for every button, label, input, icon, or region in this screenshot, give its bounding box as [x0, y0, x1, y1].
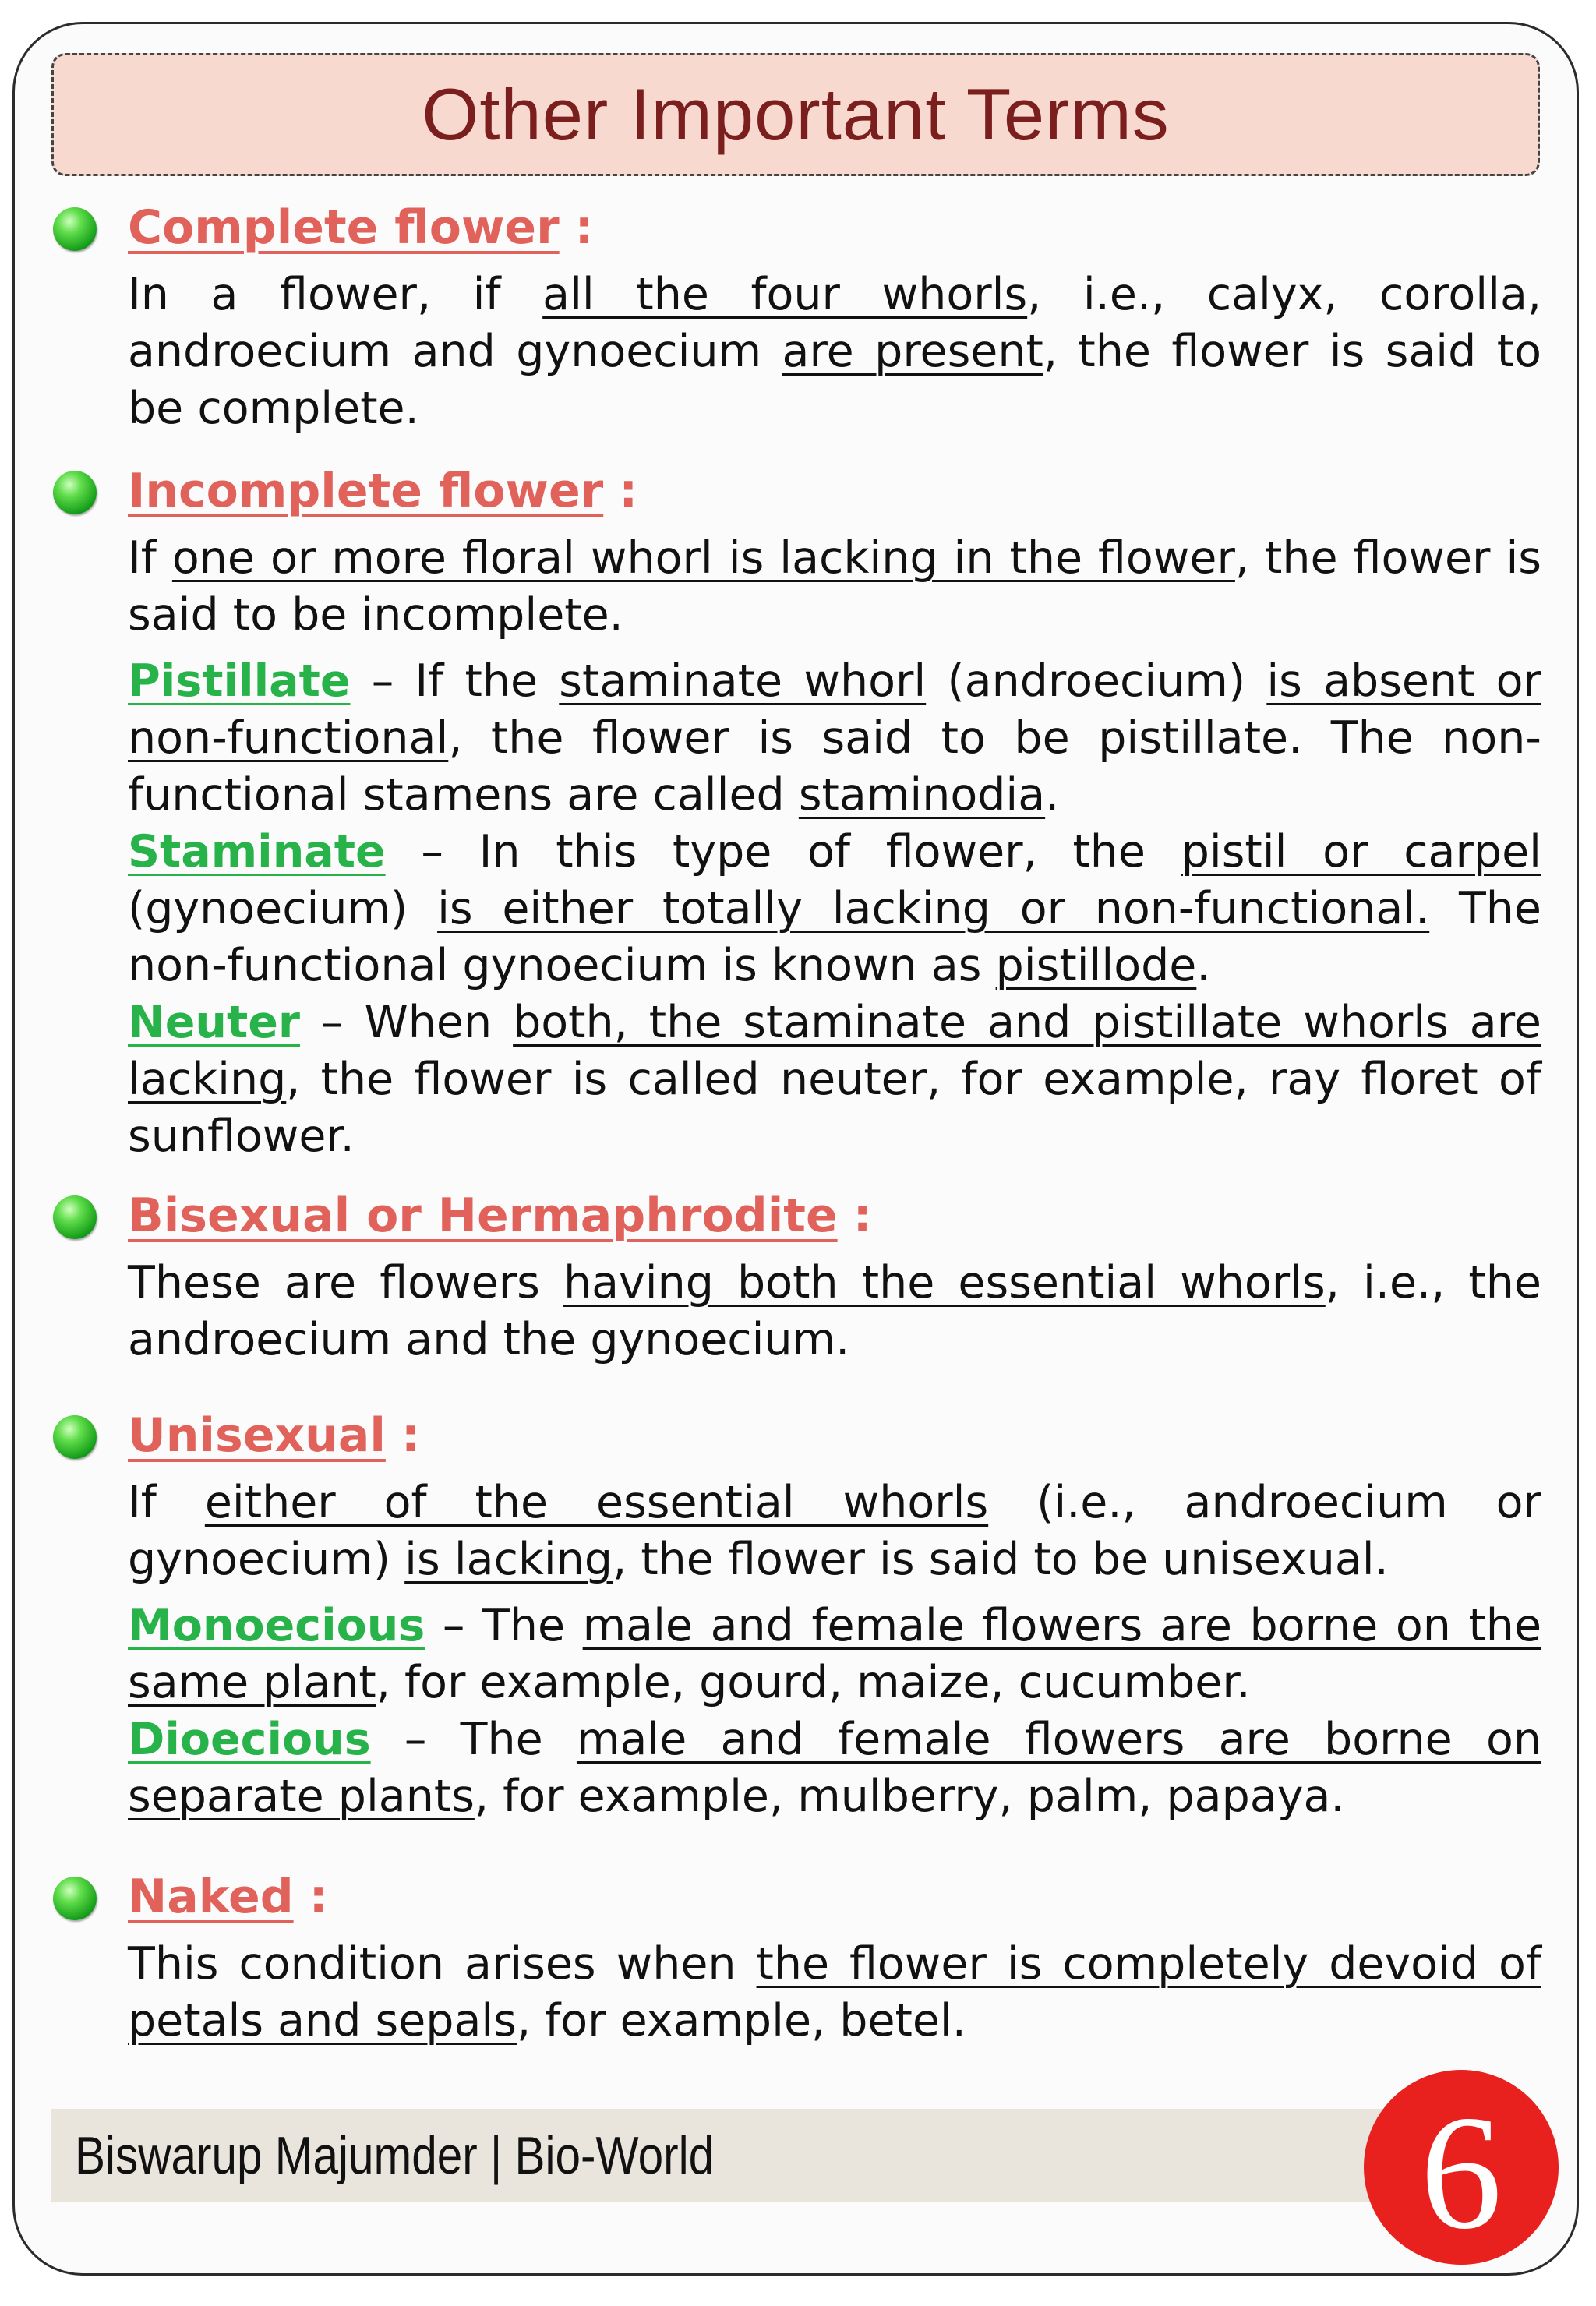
page-number: 6	[1420, 2082, 1502, 2263]
section-heading: Naked :	[128, 1870, 328, 1924]
monoecious-definition: Monoecious – The male and female flowers are borne on the same plant, for example, gourd, maize, cucumber.	[128, 1600, 1542, 1708]
section-complete-flower	[53, 196, 1541, 437]
term-monoecious: Monoecious	[128, 1600, 425, 1651]
green-bullet-icon	[53, 1195, 97, 1239]
pistillate-definition: Pistillate – If the staminate whorl (androecium) is absent or non-functional, the flower is said to be pistillate. The non-functional stamens are called staminodia.	[128, 655, 1541, 821]
section-naked	[53, 1866, 1541, 2050]
definition-text: This condition arises when the flower is completely devoid of petals and sepals, for example, betel.	[128, 1938, 1541, 2046]
term-staminate: Staminate	[128, 826, 386, 878]
term-neuter: Neuter	[128, 997, 300, 1048]
definition-text: These are flowers having both the essential whorls, i.e., the androecium and the gynoecium.	[128, 1257, 1541, 1365]
section-incomplete-flower	[53, 460, 1541, 1165]
page-title: Other Important Terms	[422, 73, 1170, 155]
green-bullet-icon	[53, 207, 97, 251]
neuter-definition: Neuter – When both, the staminate and pistillate whorls are lacking, the flower is called neuter, for example, ray floret of sunflower.	[128, 997, 1541, 1162]
title-banner	[51, 53, 1540, 176]
definition-text: In a flower, if all the four whorls, i.e., calyx, corolla, androecium and gynoecium are present, the flower is said to be complete.	[128, 269, 1541, 434]
term-pistillate: Pistillate	[128, 655, 351, 707]
dioecious-definition: Dioecious – The male and female flowers are borne on separate plants, for example, mulberry, palm, papaya.	[128, 1714, 1541, 1822]
section-heading: Incomplete flower :	[128, 464, 638, 518]
term-dioecious: Dioecious	[128, 1714, 371, 1765]
footer-bar	[51, 2109, 1439, 2202]
section-unisexual	[53, 1404, 1541, 1825]
page-number-badge	[1364, 2070, 1559, 2265]
section-heading: Bisexual or Hermaphrodite :	[128, 1188, 872, 1243]
section-heading: Unisexual :	[128, 1408, 420, 1463]
green-bullet-icon	[53, 471, 97, 514]
section-heading: Complete flower :	[128, 200, 594, 255]
green-bullet-icon	[53, 1415, 97, 1459]
section-bisexual	[53, 1185, 1541, 1368]
definition-text: If one or more floral whorl is lacking in the flower, the flower is said to be incomplete.	[128, 532, 1542, 641]
footer-credit: Biswarup Majumder | Bio-World	[75, 2126, 715, 2185]
staminate-definition: Staminate – In this type of flower, the pistil or carpel (gynoecium) is either totally lacking or non-functional. The non-functional gynoecium is known as pistillode.	[128, 826, 1541, 991]
green-bullet-icon	[53, 1877, 97, 1920]
definition-text: If either of the essential whorls (i.e., androecium or gynoecium) is lacking, the flower is said to be unisexual.	[128, 1477, 1541, 1585]
